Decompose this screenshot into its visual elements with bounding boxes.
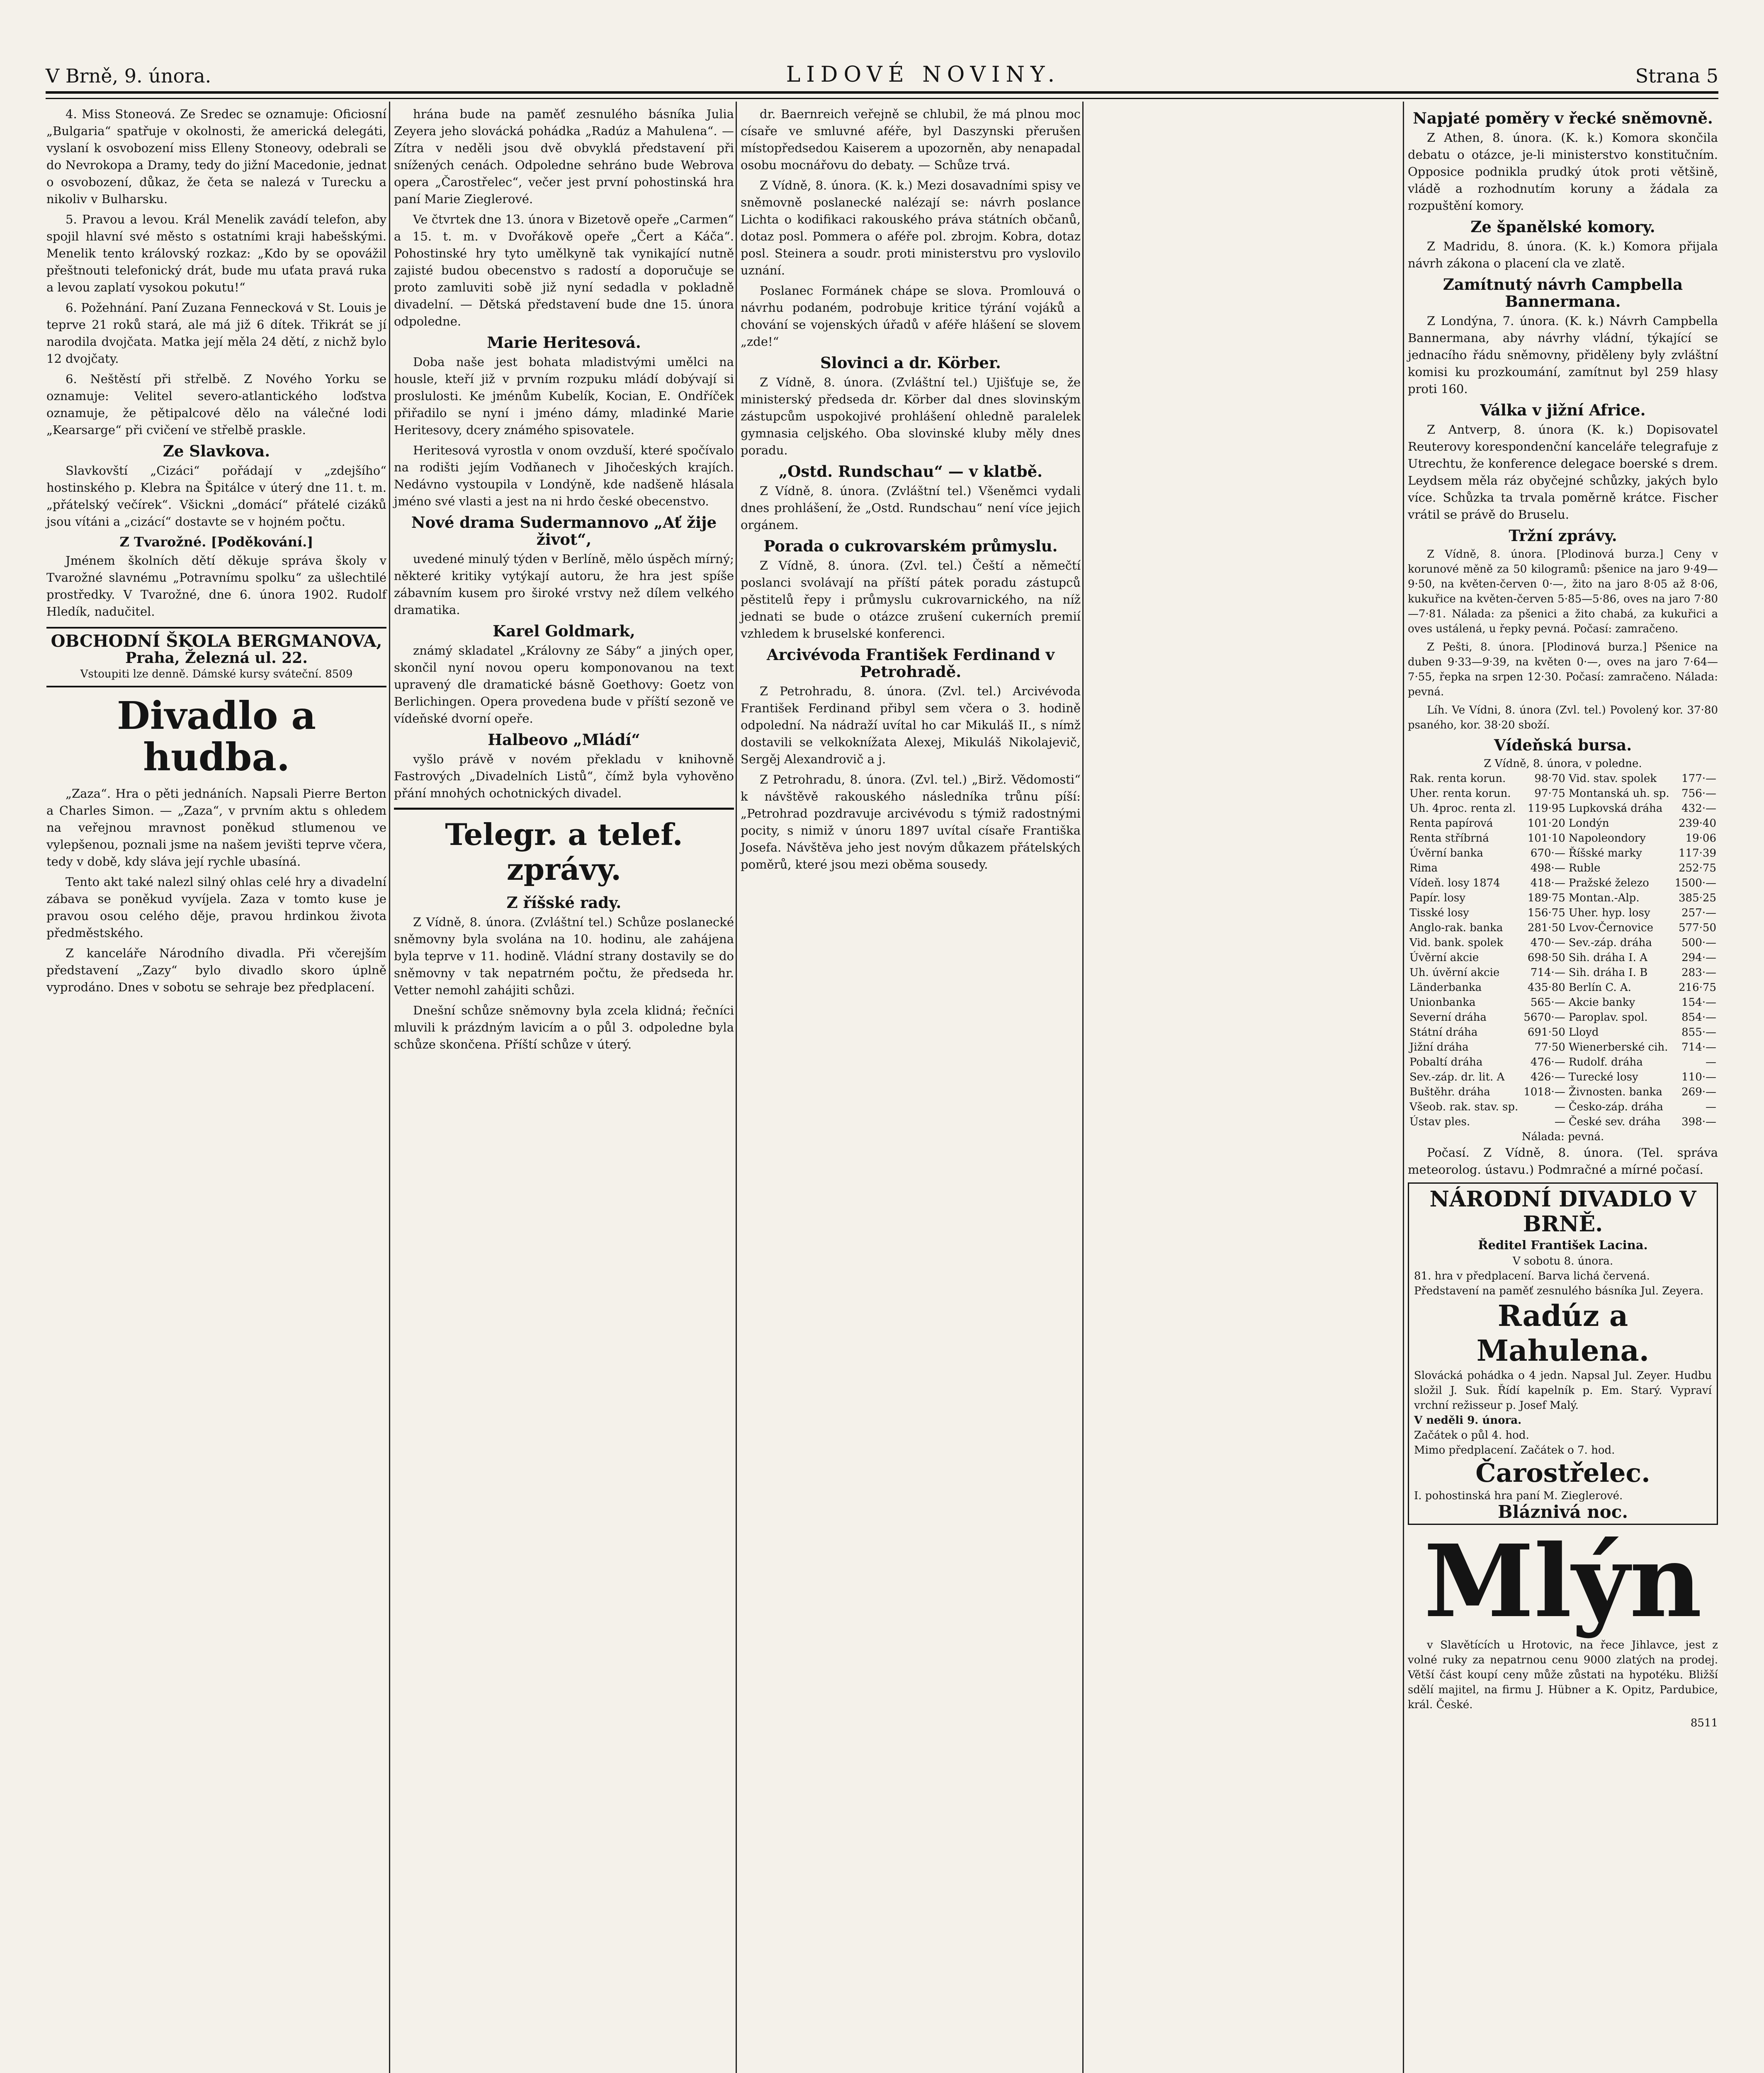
stock-row: [1408, 935, 1718, 950]
section-title-telegraf: Telegr. a telef. zprávy.: [445, 817, 683, 887]
stock-name: Severní dráha: [1409, 1011, 1487, 1024]
stock-price: 294·—: [1681, 952, 1716, 964]
stock-name: České sev. dráha: [1568, 1116, 1661, 1128]
section-heading: Karel Goldmark,: [493, 622, 635, 640]
mlyn-ad-title: Mlýn: [1424, 1523, 1702, 1640]
stock-row: [1408, 801, 1718, 816]
stock-name: Vid. stav. spolek: [1568, 772, 1657, 785]
stock-name: Říšské marky: [1568, 847, 1642, 859]
article-paragraph: Slavkovští „Cizáci“ pořádají v „zdejšího“ hostinského p. Klebra na Špitálce v úterý dne 11. t. m. „přátelský večírek“. Všickni „domácí“ přátelé cizáků jsou vítáni a „cizácí“ dostavte se v hojném počtu.: [46, 464, 386, 529]
stock-name: Vídeň. losy 1874: [1409, 877, 1500, 889]
stock-price: 577·50: [1679, 922, 1716, 934]
ad-note: Vstoupiti lze denně. Dámské kursy sváteční. 8509: [80, 668, 353, 680]
stock-name: Sih. dráha I. A: [1568, 952, 1647, 964]
article-paragraph: Heritesová vyrostla v onom ovzduší, které spočívalo na rodišti jejím Vodňanech v Jihočeských krajích. Nedávno vystoupila v Londýně, kde nadšeně hlásala jméno své vlasti a jest na ni hrdo české obecenstvo.: [394, 443, 734, 508]
stock-name: Rak. renta korun.: [1409, 772, 1506, 785]
masthead-rule: [46, 91, 1718, 94]
stock-row: [1408, 771, 1718, 786]
mlyn-ad-number: 8511: [1690, 1717, 1718, 1729]
theatre-title: NÁRODNÍ DIVADLO V BRNĚ.: [1429, 1187, 1696, 1237]
article-paragraph: „Zaza“. Hra o pěti jednáních. Napsali Pierre Berton a Charles Simon. — „Zaza“, v prvním aktu s ohledem na veřejnou mravnost poněkud stlumenou ve vylepšenou, poznali jsme na našem jevišti teprve včera, tedy v době, kdy sláva její rychle ubasíná.: [46, 786, 386, 869]
masthead-rule-thin: [46, 98, 1718, 99]
stock-row: [1408, 1114, 1718, 1129]
stock-price: 101·10: [1527, 832, 1565, 845]
theatre-opera-title: Čarostřelec.: [1475, 1458, 1650, 1488]
stock-name: Rima: [1409, 862, 1438, 874]
theatre-note: Představení na paměť zesnulého básníka Jul. Zeyera.: [1414, 1285, 1704, 1297]
article-paragraph: Jménem školních dětí děkuje správa školy v Tvarožné slavnému „Potravnímu spolku“ za ušlechtilé prostředky. V Tvarožné, dne 6. února 1902. Rudolf Hledík, nadučitel.: [46, 553, 386, 619]
column-divider: [1082, 102, 1084, 2073]
section-heading: Nové drama Sudermannovo „Ať žije život“,: [411, 513, 717, 549]
stock-price: 77·50: [1534, 1041, 1565, 1053]
stock-name: Berlín C. A.: [1568, 981, 1631, 994]
stock-name: Tisské losy: [1409, 907, 1469, 919]
theatre-sunday: V neděli 9. února.: [1414, 1414, 1522, 1427]
advertisement-bergman-school: [46, 627, 386, 687]
article-paragraph: Z Londýna, 7. února. (K. k.) Návrh Campbella Bannermana, aby návrhy vládní, týkající se jednacího řádu sněmovny, přiděleny byly zvláštní komisi ku prozkoumání, zamítnut byl 259 hlasy proti 160.: [1408, 314, 1718, 396]
article-paragraph: Poslanec Formánek chápe se slova. Promlouvá o návrhu podaném, podrobuje kritice týrání vojáků a chování se vojenských úřadů v aféře hlášení se slovem „zde!“: [741, 284, 1081, 349]
stock-name: Jižní dráha: [1409, 1041, 1469, 1053]
stock-name: Lvov-Černovice: [1568, 922, 1653, 934]
section-heading: Zamítnutý návrh Campbella Bannermana.: [1443, 275, 1683, 311]
article-paragraph: Líh. Ve Vídni, 8. února (Zvl. tel.) Povolený kor. 37·80 psaného, kor. 38·20 sboží.: [1408, 704, 1718, 731]
stock-name: Paroplav. spol.: [1568, 1011, 1648, 1024]
stock-price: 691·50: [1527, 1026, 1565, 1039]
stock-name: Napoleondory: [1568, 832, 1646, 845]
stock-price: 470·—: [1530, 937, 1565, 949]
stock-price: 19·06: [1685, 832, 1716, 845]
section-heading: Válka v jižní Africe.: [1480, 401, 1646, 419]
ad-address: Praha, Železná ul. 22.: [125, 649, 308, 667]
theatre-sunday-evening: Mimo předplacení. Začátek o 7. hod.: [1414, 1444, 1615, 1456]
stock-name: Sev.-záp. dráha: [1568, 937, 1652, 949]
masthead-page-number: Strana 5: [1635, 65, 1718, 87]
column-2: [394, 106, 734, 1056]
stock-name: Renta stříbrná: [1409, 832, 1489, 845]
stock-price: 156·75: [1527, 907, 1565, 919]
stock-table: [1408, 771, 1718, 1129]
stock-price: 269·—: [1681, 1086, 1716, 1098]
stock-name: Montan.-Alp.: [1568, 892, 1640, 904]
stock-row: [1408, 831, 1718, 846]
article-paragraph: Tento akt také nalezl silný ohlas celé hry a divadelní zábava se poněkud vyvíjela. Zaza v tomto kuse je pravou osou celého děje, pravou hrdinkou života předměstského.: [46, 875, 386, 940]
stock-name: Vid. bank. spolek: [1409, 937, 1504, 949]
stock-price: 398·—: [1681, 1116, 1716, 1128]
stock-price: 498·—: [1530, 862, 1565, 874]
burza-mood: Nálada: pevná.: [1521, 1131, 1604, 1143]
stock-name: Ruble: [1568, 862, 1601, 874]
theatre-opera2-title: Bláznivá noc.: [1498, 1502, 1628, 1522]
article-paragraph: Z Vídně, 8. února. [Plodinová burza.] Ceny v korunové měně za 50 kilogramů: pšenice na jaro 9·49—9·50, na květen-červen 0·—, žito na jaro 8·05 až 8·06, kukuřice na květen-červen 5·85—5·86, oves na jaro 7·80—7·81. Nálada: za pšenici a žito chabá, za kukuřici a oves ustálená, u řepky pevná. Počasí: zamračeno.: [1408, 548, 1718, 635]
stock-price: 855·—: [1681, 1026, 1716, 1039]
article-paragraph: Z Petrohradu, 8. února. (Zvl. tel.) Arcivévoda František Ferdinand přibyl sem včera o 3. hodině odpolední. Na nádraží uvítal ho car Mikuláš II., s nímž dostavili se velkoknížata Alexej, Mikuláš Nikolajevič, Sergěj Alexandrovič a j.: [741, 684, 1081, 766]
stock-name: Anglo-rak. banka: [1409, 922, 1503, 934]
article-paragraph: Z kanceláře Národního divadla. Při včerejším představení „Zazy“ bylo divadlo skoro úplně vyprodáno. Dnes v sobotu se sehraje bez předplacení.: [46, 946, 386, 994]
stock-price: 119·95: [1527, 802, 1565, 815]
stock-name: Všeob. rak. stav. sp.: [1409, 1101, 1519, 1113]
stock-name: Rudolf. dráha: [1568, 1056, 1643, 1068]
article-paragraph: Z Madridu, 8. února. (K. k.) Komora přijala návrh zákona o placení cla ve zlatě.: [1408, 239, 1718, 270]
article-paragraph: Z Vídně, 8. února. (Zvláštní tel.) Všeněmci vydali dnes prohlášení, že „Ostd. Rundschau“ není více jejich orgánem.: [741, 484, 1081, 532]
article-paragraph: Z Petrohradu, 8. února. (Zvl. tel.) „Birž. Vědomosti“ k návštěvě rakouského následníka trůnu píší: „Petrohrad pozdravuje arcivévodu s týmiž radostnými pocity, s nimiž v únoru 1897 uvítal císaře Františka Josefa. Návštěva jeho jest novým důkazem přátelských poměrů, které jsou mezi oběma sousedy.: [741, 772, 1081, 871]
article-paragraph: známý skladatel „Královny ze Sáby“ a jiných oper, skončil nyní novou operu komponovanou na text upravený dle dramatické básně Goethovy: Goetz von Berlichingen. Opera provedena bude v příští sezoně ve vídeňské dvorní opeře.: [394, 643, 734, 726]
stock-name: Unionbanka: [1409, 996, 1476, 1009]
article-paragraph: vyšlo právě v novém překladu v knihovně Fastrových „Divadelních Listů“, čímž byla vyhověno přání mnohých ochotnických divadel.: [394, 752, 734, 800]
column-4: [1408, 106, 1718, 1731]
column-3: [741, 106, 1081, 876]
stock-name: Lloyd: [1568, 1026, 1599, 1039]
stock-name: Uher. renta korun.: [1409, 787, 1511, 800]
article-paragraph: Z Vídně, 8. února. (Zvl. tel.) Čeští a němečtí poslanci svolávají na příští pátek poradu zástupců pěstitelů řepy i průmyslu cukrovarnického, na níž jednati se bude o otázce zrušení cukerních premií vzhledem k bruselské konferenci.: [741, 558, 1081, 641]
article-paragraph: hrána bude na paměť zesnulého básníka Julia Zeyera jeho slovácká pohádka „Radúz a Mahulena“. — Zítra v neděli jsou dvě obvyklá představení při snížených cenách. Odpoledne sehráno bude Webrova opera „Čarostřelec“, večer jest první pohostinská hra paní Marie Zieglerové.: [394, 107, 734, 206]
stock-name: Živnosten. banka: [1568, 1086, 1662, 1098]
stock-row: [1408, 920, 1718, 935]
stock-row: [1408, 891, 1718, 905]
column-divider: [389, 102, 390, 2073]
article-paragraph: Z Vídně, 8. února. (Zvláštní tel.) Schůze poslanecké sněmovny byla svolána na 10. hodinu, ale zahájena byla teprve v 11. hodině. Vládní strany dostavily se do sněmovny v tak nepatrném počtu, že předseda hr. Vetter nemohl zahájiti schůzi.: [394, 915, 734, 997]
article-paragraph: Z Athen, 8. února. (K. k.) Komora skončila debatu o otázce, je-li ministerstvo konstitučním. Opposice podnikla prudký útok proti většině, vládě a rozhodnutím koruny a žádala za rozpuštění komory.: [1408, 131, 1718, 213]
stock-row: [1408, 980, 1718, 995]
weather-paragraph: Počasí. Z Vídně, 8. února. (Tel. správa meteorolog. ústavu.) Podmračné a mírné počasí.: [1408, 1146, 1718, 1177]
article-paragraph: 6. Neštěstí při střelbě. Z Nového Yorku se oznamuje: Velitel severo-atlantického loďstva oznamuje, že pětipalcové dělo na válečné lodi „Kearsarge“ při cvičení ve střelbě praskle.: [46, 372, 386, 437]
article-paragraph: Ve čtvrtek dne 13. února v Bizetově opeře „Carmen“ a 15. t. m. v Dvořákově opeře „Čert a Káča“. Pohostinské hry tyto umělkyně tak vynikající nutně zajisté budou obecenstvo s radostí a doporučuje se proto zamluviti sobě již nyní sedadla v pokladně divadelní. — Dětská představení bude dne 15. února odpoledne.: [394, 212, 734, 328]
masthead-title: LIDOVÉ NOVINY.: [786, 62, 1061, 87]
stock-price: 97·75: [1534, 787, 1565, 800]
masthead-date: V Brně, 9. února.: [46, 65, 211, 87]
stock-name: Ústav ples.: [1409, 1116, 1470, 1128]
stock-price: 1500·—: [1674, 877, 1716, 889]
stock-name: Papír. losy: [1409, 892, 1465, 904]
stock-price: 239·40: [1679, 817, 1716, 830]
stock-name: Akcie banky: [1568, 996, 1635, 1009]
section-heading: Ze španělské komory.: [1470, 218, 1655, 236]
stock-row: [1408, 816, 1718, 831]
stock-name: Sih. dráha I. B: [1568, 966, 1648, 979]
stock-price: 500·—: [1681, 937, 1716, 949]
stock-name: Länderbanka: [1409, 981, 1482, 994]
stock-row: [1408, 846, 1718, 861]
stock-name: Uh. 4proc. renta zl.: [1409, 802, 1516, 815]
section-heading: „Ostd. Rundschau“ — v klatbě.: [778, 462, 1043, 481]
stock-price: 110·—: [1681, 1071, 1716, 1083]
stock-price: 98·70: [1534, 772, 1565, 785]
theatre-sunday-start: Začátek o půl 4. hod.: [1414, 1429, 1529, 1442]
stock-price: 283·—: [1681, 966, 1716, 979]
stock-price: —: [1706, 1056, 1716, 1068]
article-paragraph: Z Antverp, 8. února (K. k.) Dopisovatel Reuterovy korespondenční kanceláře telegrafuje z Utrechtu, že konference delegace boerské s drem. Leydsem měla ráz obyčejné schůzky, jakých bylo více. Schůzka ta trvala poměrně krátce. Fischer vrátil se právě do Bruselu.: [1408, 422, 1718, 522]
stock-price: 385·25: [1679, 892, 1716, 904]
stock-price: 281·50: [1527, 922, 1565, 934]
stock-row: [1408, 1025, 1718, 1040]
stock-row: [1408, 876, 1718, 891]
section-heading: Tržní zprávy.: [1509, 527, 1617, 545]
article-paragraph: uvedené minulý týden v Berlíně, mělo úspěch mírný; některé kritiky vytýkají autoru, že hra jest spíše zábavním kusem pro široké vrstvy než dílem velkého dramatika.: [394, 552, 734, 617]
stock-row: [1408, 1100, 1718, 1114]
stock-name: Montanská uh. sp.: [1568, 787, 1669, 800]
stock-name: Pražské železo: [1568, 877, 1649, 889]
column-divider: [736, 102, 737, 2073]
stock-name: Státní dráha: [1409, 1026, 1478, 1039]
masthead: [46, 62, 1718, 87]
stock-price: 432·—: [1681, 802, 1716, 815]
article-paragraph: Z Vídně, 8. února. (K. k.) Mezi dosavadními spisy ve sněmovně poslanecké nalézají se: návrh poslance Lichta o kodifikaci rakouského práva státních občanů, dotaz posl. Pommera o aféře pol. zbrojm. Kobra, dotaz posl. Steinera a soudr. proti ministerstvu pro vyslovilo uznání.: [741, 178, 1081, 277]
article-paragraph: Dnešní schůze sněmovny byla zcela klidná; řečníci mluvili k prázdným lavicím a o půl 3. odpoledne byla schůze skončena. Příští schůze v úterý.: [394, 1003, 734, 1051]
theatre-play-desc: Slovácká pohádka o 4 jedn. Napsal Jul. Zeyer. Hudbu složil J. Suk. Řídí kapelník p. Em. Starý. Vypraví vrchní režisseur p. Josef Malý.: [1414, 1369, 1712, 1412]
article-paragraph: Z Pešti, 8. února. [Plodinová burza.] Pšenice na duben 9·33—9·39, na květen 0·—, oves na jaro 7·64—7·55, řepka na srpen 12·30. Počasí: zamračeno. Nálada: pevná.: [1408, 641, 1718, 698]
stock-price: 418·—: [1530, 877, 1565, 889]
stock-row: [1408, 1085, 1718, 1100]
stock-name: Pobaltí dráha: [1409, 1056, 1483, 1068]
stock-name: Úvěrní banka: [1409, 847, 1483, 859]
stock-name: Sev.-záp. dr. lit. A: [1409, 1071, 1505, 1083]
stock-price: 252·75: [1679, 862, 1716, 874]
stock-price: 476·—: [1530, 1056, 1565, 1068]
column-divider: [1403, 102, 1404, 2073]
stock-price: 177·—: [1681, 772, 1716, 785]
stock-price: 426·—: [1530, 1071, 1565, 1083]
stock-price: —: [1706, 1101, 1716, 1113]
article-paragraph: 4. Miss Stoneová. Ze Sredec se oznamuje: Oficiosní „Bulgaria“ spatřuje v okolnosti, že americká delegáti, vyslaní k osvobození miss Elleny Stoneovy, odebrali se do Nevrokopa a Dramy, tedy do jižní Macedonie, jednat o osvobození, důkaz, že četa se nalezá v Turecku a nikoliv v Bulharsku.: [46, 107, 386, 206]
stock-price: 1018·—: [1523, 1086, 1565, 1098]
section-heading: Z Tvarožné. [Poděkování.]: [119, 534, 313, 550]
stock-name: Uher. hyp. losy: [1568, 907, 1650, 919]
stock-price: 854·—: [1681, 1011, 1716, 1024]
article-paragraph: 6. Požehnání. Paní Zuzana Fennecková v St. Louis je teprve 21 roků stará, ale má již 6 dítek. Třikrát se jí narodila dvojčata. Matka její měla 24 dětí, z nichž bylo 12 dvojčaty.: [46, 301, 386, 366]
stock-price: 565·—: [1530, 996, 1565, 1009]
stock-price: 714·—: [1530, 966, 1565, 979]
section-heading: Napjaté poměry v řecké sněmovně.: [1413, 109, 1713, 127]
article-paragraph: Doba naše jest bohata mladistvými umělci na housle, kteří již v prvním rozpuku mládí dobývají si proslulosti. Ke jménům Kubelík, Kocian, E. Ondříček přiřadilo se nyní i jméno dámy, mladinké Marie Heritesovy, dcery známého spisovatele.: [394, 355, 734, 437]
section-heading: Z říšské rady.: [506, 893, 622, 912]
stock-row: [1408, 861, 1718, 876]
stock-price: 714·—: [1681, 1041, 1716, 1053]
section-heading: Vídeňská bursa.: [1494, 736, 1632, 754]
stock-price: 698·50: [1527, 952, 1565, 964]
ad-title: OBCHODNÍ ŠKOLA BERGMANOVA,: [51, 631, 382, 651]
section-title-divadlo: Divadlo a hudba.: [117, 693, 316, 779]
section-heading: Halbeovo „Mládí“: [488, 731, 640, 749]
stock-row: [1408, 965, 1718, 980]
stock-price: 435·80: [1527, 981, 1565, 994]
stock-price: 257·—: [1681, 907, 1716, 919]
section-rule: [394, 808, 734, 810]
stock-price: 154·—: [1681, 996, 1716, 1009]
stock-price: —: [1554, 1116, 1565, 1128]
article-paragraph: 5. Pravou a levou. Král Menelik zavádí telefon, aby spojil hlavní své město s ostatními kraji habešskými. Menelik tento královský rozkaz: „Kdo by se opovážil přeštnouti telefonický drát, bude mu uťata pravá ruka a levou zaplatí vysokou pokutu!“: [46, 212, 386, 294]
stock-name: Uh. úvěrní akcie: [1409, 966, 1500, 979]
stock-price: 5670·—: [1523, 1011, 1565, 1024]
section-heading: Ze Slavkova.: [163, 442, 270, 460]
stock-name: Úvěrní akcie: [1409, 952, 1479, 964]
theatre-play-title: Radúz a Mahulena.: [1476, 1299, 1650, 1368]
stock-name: Londýn: [1568, 817, 1609, 830]
mlyn-ad-text: v Slavětících u Hrotovic, na řece Jihlavce, jest z volné ruky za nepatrnou cenu 9000 zlatých na prodej. Větší část koupí ceny může zůstati na hypotéku. Bližší sdělí majitel, na firmu J. Hübner a K. Opitz, Pardubice, král. České.: [1408, 1639, 1718, 1711]
stock-name: Renta papírová: [1409, 817, 1493, 830]
stock-name: Turecké losy: [1568, 1071, 1638, 1083]
stock-row: [1408, 1055, 1718, 1070]
stock-name: Wienerberské cih.: [1568, 1041, 1668, 1053]
stock-row: [1408, 995, 1718, 1010]
section-heading: Slovinci a dr. Körber.: [820, 354, 1001, 372]
stock-name: Lupkovská dráha: [1568, 802, 1663, 815]
stock-row: [1408, 1070, 1718, 1085]
stock-row: [1408, 1010, 1718, 1025]
column-1: [46, 106, 386, 999]
stock-price: 216·75: [1679, 981, 1716, 994]
stock-price: 189·75: [1527, 892, 1565, 904]
section-heading: Arcivévoda František Ferdinand v Petrohradě.: [767, 646, 1055, 681]
stock-row: [1408, 905, 1718, 920]
burza-date: Z Vídně, 8. února, v poledne.: [1484, 757, 1642, 770]
stock-name: Česko-záp. dráha: [1568, 1101, 1663, 1113]
section-heading: Marie Heritesová.: [487, 333, 641, 352]
theatre-director: Ředitel František Lacina.: [1478, 1238, 1648, 1252]
stock-price: 101·20: [1527, 817, 1565, 830]
theatre-program: [1408, 1182, 1718, 1525]
stock-row: [1408, 786, 1718, 801]
stock-price: 670·—: [1530, 847, 1565, 859]
theatre-guest: I. pohostinská hra paní M. Zieglerové.: [1414, 1490, 1623, 1502]
article-paragraph: Z Vídně, 8. února. (Zvláštní tel.) Ujišťuje se, že ministerský předseda dr. Körber dal dnes slovinským zástupcům uspokojivé prohlášení ohledně paralelek gymnasia celjského. Oba slovinské kluby měly dnes poradu.: [741, 375, 1081, 457]
stock-row: [1408, 1040, 1718, 1055]
stock-row: [1408, 950, 1718, 965]
theatre-date: V sobotu 8. února.: [1512, 1255, 1613, 1267]
theatre-subscription: 81. hra v předplacení. Barva lichá červená.: [1414, 1270, 1650, 1282]
stock-price: 756·—: [1681, 787, 1716, 800]
stock-name: Buštěhr. dráha: [1409, 1086, 1490, 1098]
stock-price: 117·39: [1679, 847, 1716, 859]
section-heading: Porada o cukrovarském průmyslu.: [763, 537, 1058, 555]
stock-price: —: [1554, 1101, 1565, 1113]
article-paragraph: dr. Baernreich veřejně se chlubil, že má plnou moc císaře ve smluvné aféře, byl Daszynski přerušen místopředsedou Kaiserem a upozorněn, aby nenapadal osobu mocnářovu do debaty. — Schůze trvá.: [741, 107, 1081, 172]
